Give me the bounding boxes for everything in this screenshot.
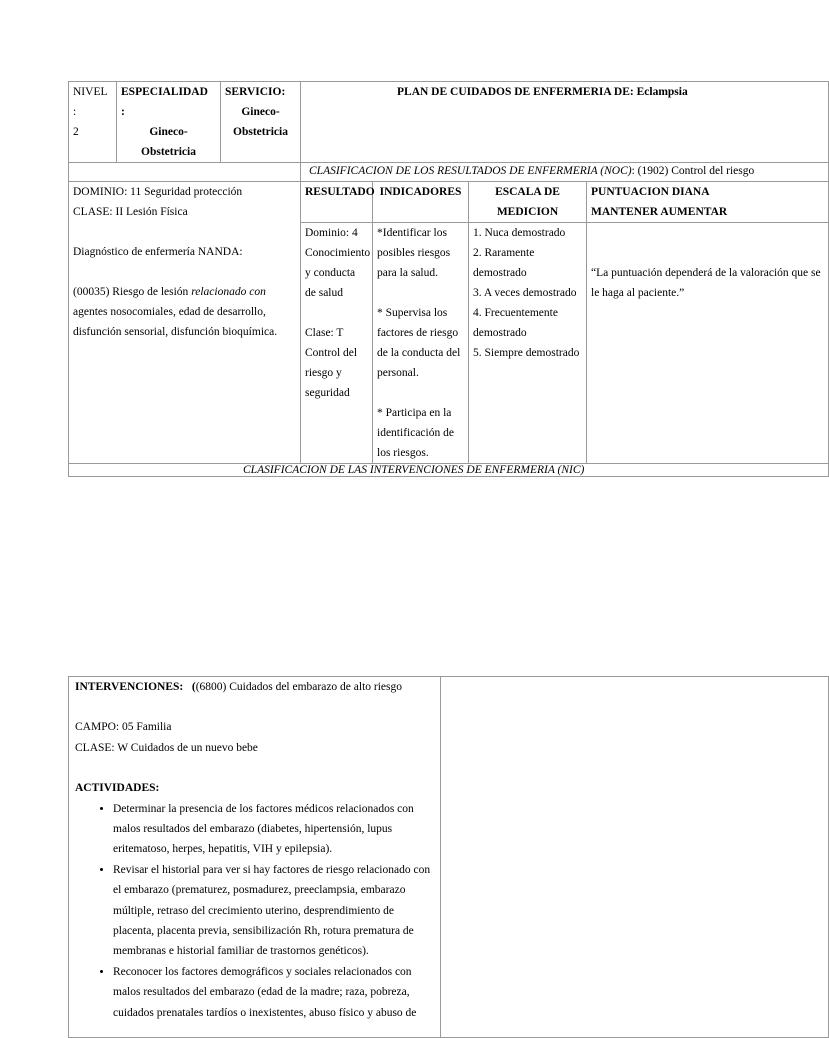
interventions-row [69, 677, 829, 1038]
puntuacion-text: “La puntuación dependerá de la valoración que se le haga al paciente.” [591, 267, 821, 299]
nanda-label: Diagnóstico de enfermería NANDA: [73, 246, 243, 258]
activities-label: ACTIVIDADES: [75, 782, 160, 795]
activity-item: • Reconocer los factores demográficos y sociales relacionados con malos resultados del embarazo (edad de la madre; raza, pobreza, cuidados prenatales tardíos o inexistentes, abuso físico y abuso de [113, 962, 434, 1023]
nivel-cell [69, 82, 117, 163]
indicadores-header: INDICADORES [373, 182, 469, 223]
activity-item: • Determinar la presencia de los factores médicos relacionados con malos resultados del embarazo (diabetes, hipertensión, lupus eritematoso, herpes, hepatitis, VIH y epilepsia). [113, 799, 434, 860]
noc-title: CLASIFICACION DE LOS RESULTADOS DE ENFERMERIA (NOC) [309, 165, 632, 177]
noc-title-row [69, 163, 829, 182]
indicadores-cell [373, 223, 469, 464]
nic-title: CLASIFICACION DE LAS INTERVENCIONES DE ENFERMERIA (NIC) [243, 464, 585, 476]
interventions-code: (6800) [195, 681, 227, 693]
indicador-2: * Supervisa los factores de riesgo de la conducta del personal. [377, 307, 461, 379]
puntuacion-label: PUNTUACION DIANA [591, 186, 710, 198]
escala-item: 1. Nuca demostrado [473, 227, 566, 239]
interventions-name: Cuidados del embarazo de alto riesgo [226, 681, 403, 693]
nanda-rest: agentes nosocomiales, edad de desarrollo, disfunción sensorial, disfunción bioquímica. [73, 306, 278, 338]
header-row [69, 82, 829, 163]
indicador-1: *Identificar los posibles riesgos para la salud. [377, 227, 451, 279]
nivel-label: NIVEL [73, 86, 108, 98]
servicio-cell [221, 82, 301, 163]
interventions-heading: INTERVENCIONES: ((6800) Cuidados del embarazo de alto riesgo [75, 681, 403, 693]
care-plan-table [68, 81, 829, 477]
escala-item: 4. Frecuentemente demostrado [473, 307, 558, 339]
escala-cell [469, 223, 587, 464]
servicio-value-1: Gineco- [241, 106, 280, 118]
resultado-cell [301, 223, 373, 464]
escala-item: 5. Siempre demostrado [473, 347, 580, 359]
mantener-label: MANTENER AUMENTAR [591, 206, 728, 218]
resultado-header: RESULTADO [301, 182, 373, 223]
especialidad-label: ESPECIALIDAD [121, 86, 208, 98]
nanda-diagnosis [73, 282, 296, 342]
especialidad-colon: : [121, 106, 125, 118]
indicador-3: * Participa en la identificación de los riesgos. [377, 407, 454, 459]
noc-title-code: : (1902) Control del riesgo [631, 165, 755, 177]
servicio-value-2: Obstetricia [233, 126, 288, 138]
activities-list [75, 799, 434, 1023]
noc-title-cell [301, 163, 829, 182]
clase-text: CLASE: W Cuidados de un nuevo bebe [75, 741, 258, 754]
interventions-table [68, 676, 829, 1038]
dominio-text: DOMINIO: 11 Seguridad protección [73, 186, 243, 198]
diagnosis-cell [69, 182, 301, 464]
plan-title-cell [301, 82, 829, 163]
nic-title-row [69, 464, 829, 477]
nanda-related: relacionado con [191, 286, 266, 298]
especialidad-cell [117, 82, 221, 163]
interventions-label: INTERVENCIONES: [75, 681, 184, 693]
escala-item: 2. Raramente demostrado [473, 247, 535, 279]
resultado-clase: Clase: T Control del riesgo y seguridad [305, 327, 358, 399]
escala-header: ESCALA DE MEDICION [469, 182, 587, 223]
escala-item: 3. A veces demostrado [473, 287, 577, 299]
nanda-code: (00035) Riesgo de lesión [73, 286, 192, 298]
activity-item: • Revisar el historial para ver si hay factores de riesgo relacionado con el embarazo (prematurez, posmadurez, preeclampsia, embarazo múltiple, retraso del crecimiento uterino, desprendimiento de placenta, placenta previa, sensibilización Rh, rotura prematura de membranas e historial familiar de trastornos genéticos). [113, 860, 434, 962]
nivel-colon: : [73, 106, 77, 118]
nivel-value: 2 [73, 126, 79, 138]
interventions-right-cell [441, 677, 829, 1038]
clase-text: CLASE: II Lesión Física [73, 206, 188, 218]
puntuacion-cell [587, 223, 829, 464]
resultado-dominio: Dominio: 4 Conocimiento y conducta de salud [305, 227, 371, 299]
servicio-label: SERVICIO: [225, 86, 286, 98]
plan-title: PLAN DE CUIDADOS DE ENFERMERIA DE: Eclampsia [397, 86, 688, 98]
puntuacion-header [587, 182, 829, 223]
especialidad-value-1: Gineco- [149, 126, 188, 138]
especialidad-value-2: Obstetricia [141, 146, 196, 158]
campo-text: CAMPO: 05 Familia [75, 721, 172, 734]
nic-title-cell [69, 464, 829, 477]
noc-header-row [69, 182, 829, 223]
interventions-cell [69, 677, 441, 1038]
